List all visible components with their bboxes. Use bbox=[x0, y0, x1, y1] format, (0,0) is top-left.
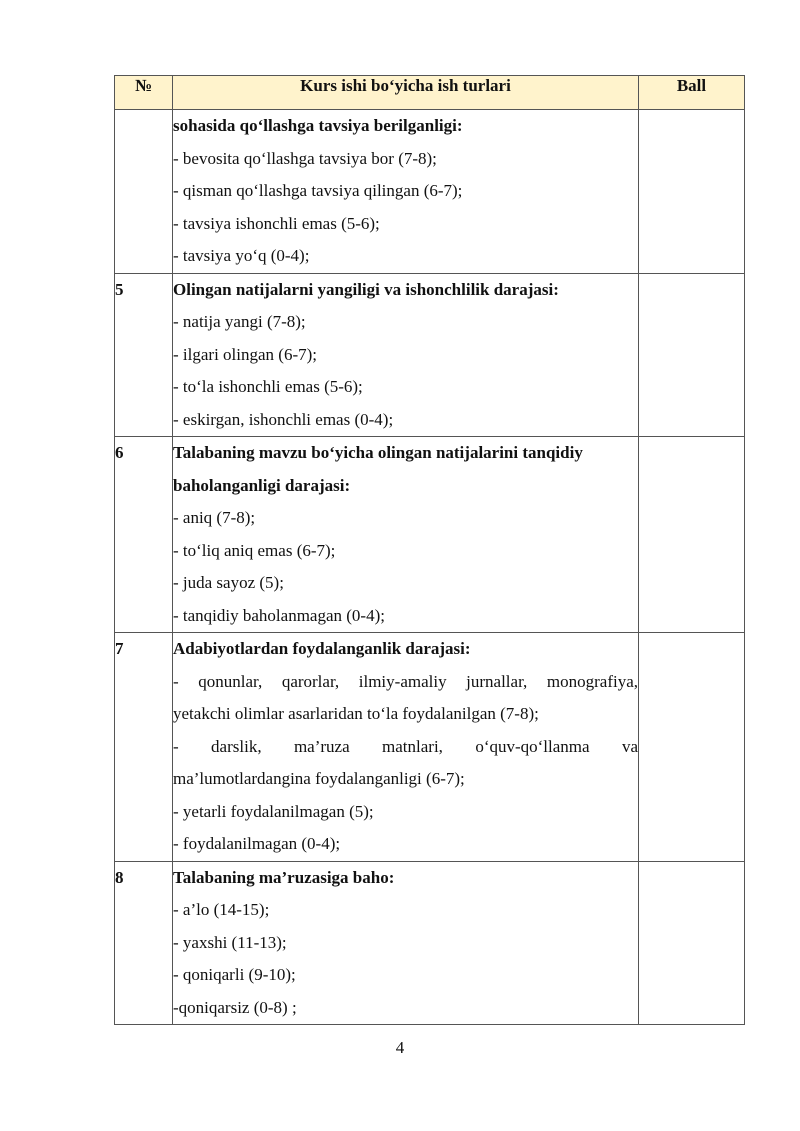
header-work-types: Kurs ishi bo‘yicha ish turlari bbox=[173, 76, 639, 110]
criterion-option: - ilgari olingan (6-7); bbox=[173, 344, 317, 364]
grading-table bbox=[114, 75, 745, 1025]
header-number: № bbox=[115, 76, 173, 110]
row-ball-cell bbox=[639, 861, 745, 1025]
row-ball-cell bbox=[639, 437, 745, 633]
row-ball-cell bbox=[639, 273, 745, 437]
criterion-title: Olingan natijalarni yangiligi va ishonchlilik darajasi: bbox=[173, 279, 559, 299]
criterion-title: Talabaning mavzu bo‘yicha olingan natijalarini tanqidiy bbox=[173, 443, 583, 462]
row-description-cell bbox=[173, 110, 639, 274]
row-description-cell bbox=[173, 273, 639, 437]
criterion-option: - juda sayoz (5); bbox=[173, 573, 284, 592]
criterion-option: - qisman qo‘llashga tavsiya qilingan (6-7); bbox=[173, 181, 463, 200]
table-row bbox=[115, 273, 745, 437]
criterion-option: -qoniqarsiz (0-8) ; bbox=[173, 997, 297, 1017]
criterion-option: - tavsiya yo‘q (0-4); bbox=[173, 246, 310, 265]
table-row bbox=[115, 110, 745, 274]
criterion-option: - qonunlar, qarorlar, ilmiy-amaliy jurnallar, monografiya, bbox=[173, 671, 638, 691]
table-row bbox=[115, 633, 745, 862]
criterion-option: - foydalanilmagan (0-4); bbox=[173, 834, 341, 853]
criterion-option: - tanqidiy baholanmagan (0-4); bbox=[173, 605, 385, 625]
row-number-cell: 5 bbox=[115, 273, 173, 437]
criterion-option: - to‘liq aniq emas (6-7); bbox=[173, 540, 336, 560]
header-ball: Ball bbox=[639, 76, 745, 110]
page-number: 4 bbox=[395, 1038, 405, 1057]
row-number-cell bbox=[115, 110, 173, 274]
criterion-option: ma’lumotlardangina foydalanganligi (6-7); bbox=[173, 769, 465, 788]
criterion-option: - a’lo (14-15); bbox=[173, 900, 270, 919]
row-ball-cell bbox=[639, 110, 745, 274]
criterion-title: sohasida qo‘llashga tavsiya berilganligi: bbox=[173, 116, 463, 135]
criterion-option: - yetarli foydalanilmagan (5); bbox=[173, 801, 374, 821]
criterion-option: - bevosita qo‘llashga tavsiya bor (7-8); bbox=[173, 148, 437, 168]
row-description-cell bbox=[173, 861, 639, 1025]
criterion-option: - natija yangi (7-8); bbox=[173, 312, 306, 331]
criterion-title: Adabiyotlardan foydalanganlik darajasi: bbox=[173, 639, 471, 658]
criterion-title: baholanganligi darajasi: bbox=[173, 475, 351, 495]
criterion-option: - to‘la ishonchli emas (5-6); bbox=[173, 377, 363, 396]
table-body bbox=[115, 110, 745, 1025]
criterion-option: - tavsiya ishonchli emas (5-6); bbox=[173, 213, 380, 233]
table-header bbox=[115, 76, 745, 110]
criterion-option: - darslik, ma’ruza matnlari, o‘quv-qo‘llanma va bbox=[173, 736, 638, 756]
criterion-option: - qoniqarli (9-10); bbox=[173, 965, 296, 984]
row-ball-cell bbox=[639, 633, 745, 862]
table-row bbox=[115, 861, 745, 1025]
criterion-option: - yaxshi (11-13); bbox=[173, 932, 287, 952]
row-description-cell bbox=[173, 437, 639, 633]
row-number-cell: 8 bbox=[115, 861, 173, 1025]
criterion-option: - aniq (7-8); bbox=[173, 508, 256, 527]
row-number-cell: 7 bbox=[115, 633, 173, 862]
row-description-cell bbox=[173, 633, 639, 862]
table-row bbox=[115, 437, 745, 633]
criterion-title: Talabaning ma’ruzasiga baho: bbox=[173, 867, 395, 887]
row-number-cell: 6 bbox=[115, 437, 173, 633]
criterion-option: - eskirgan, ishonchli emas (0-4); bbox=[173, 409, 394, 429]
criterion-option: yetakchi olimlar asarlaridan to‘la foydalanilgan (7-8); bbox=[173, 704, 539, 723]
